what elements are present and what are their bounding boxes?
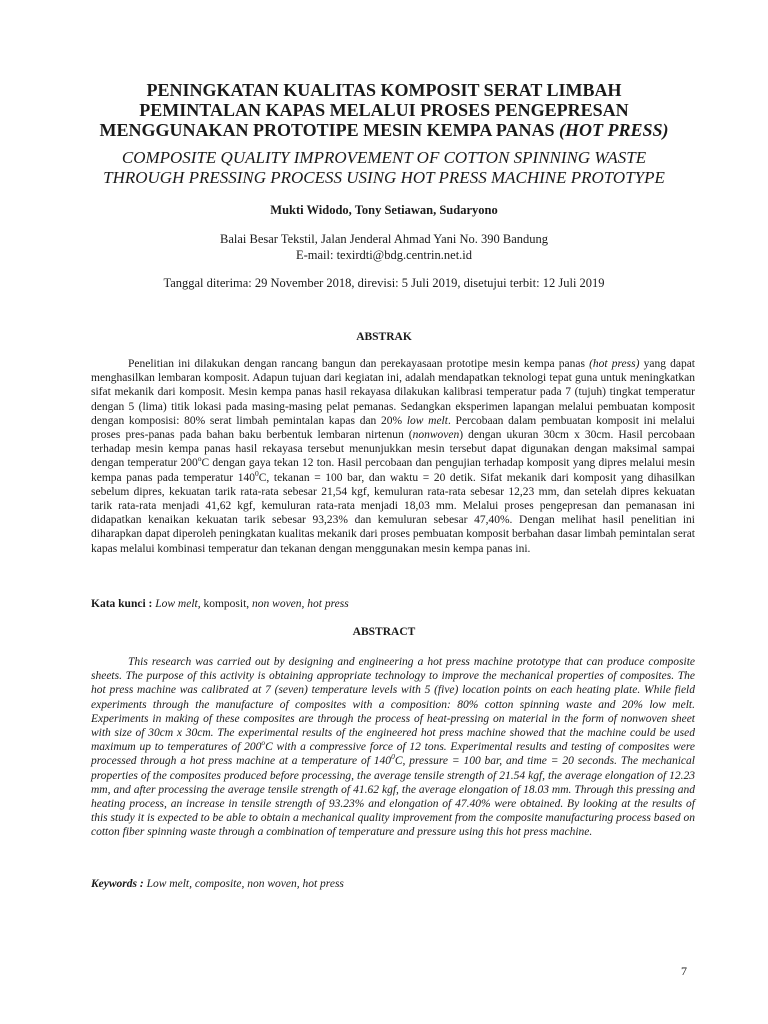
title-line-3-text: MENGGUNAKAN PROTOTIPE MESIN KEMPA PANAS bbox=[99, 120, 555, 140]
english-title-line-1: COMPOSITE QUALITY IMPROVEMENT OF COTTON SPINNING WASTE bbox=[121, 148, 647, 167]
keywords-terms: Low melt, composite, non woven, hot press bbox=[143, 878, 344, 890]
english-title bbox=[60, 148, 708, 187]
submission-dates: Tanggal diterima: 29 November 2018, direvisi: 5 Juli 2019, disetujui terbit: 12 Juli 2019 bbox=[163, 276, 605, 290]
keywords-label: Keywords : bbox=[91, 878, 144, 890]
affiliation bbox=[60, 231, 708, 263]
abstrak-italic-low-melt: low melt bbox=[406, 414, 448, 427]
abstract-text-1: This research was carried out by designing and engineering a hot press machine prototype that can produce composite sheets. The purpose of this activity is obtaining appropriate technology to improve the mechanical properties of composites. The hot press machine was calibrated at 7 (seven) temperature levels with 5 (five) location points on each heating plate. While field experiments through the manufacture of composites with a composition: 80% cotton spinning waste and 20% low melt. Experiments in making of these composites are through the process of heat-pressing on material in the form of nonwoven sheet with size of 30cm x 30cm. The experimental results of the engineered hot press machine showed that the machine could be used maximum up to temperatures of 200 bbox=[91, 656, 695, 754]
kata-kunci-term-1: Low melt, bbox=[152, 598, 201, 610]
keywords bbox=[91, 878, 695, 890]
abstrak-text-1: Penelitian ini dilakukan dengan rancang bangun dan perekayasaan prototipe mesin kempa panas bbox=[128, 358, 590, 370]
abstrak-text-2: yang dapat menghasilkan lembaran komposit. Adapun tujuan dari kegiatan ini, adalah mendapatkan teknologi tepat guna untuk meningkatkan sifat mekanik dari komposit. Mesin kempa panas hasil rekayasa dilakukan kalibrasi temperatur pada 7 (tujuh) tingkat temperatur dengan 5 (lima) titik lokasi pada masing-masing pelat pemanas. Sedangkan eksperimen lapangan melalui pembuatan komposit dengan komposisi: 80% serat limbah pemintalan kapas dan 20% bbox=[91, 358, 695, 427]
kata-kunci-label: Kata kunci : bbox=[91, 598, 153, 610]
abstrak-degree-sup-2: 0 bbox=[254, 468, 259, 478]
title-line-3 bbox=[60, 120, 708, 140]
title-line-1: PENINGKATAN KUALITAS KOMPOSIT SERAT LIMBAH bbox=[146, 80, 622, 100]
affiliation-email: E-mail: texirdti@bdg.centrin.net.id bbox=[295, 248, 473, 262]
abstrak-degree-sup-1: o bbox=[197, 454, 202, 464]
english-title-line-2: THROUGH PRESSING PROCESS USING HOT PRESS MACHINE PROTOTYPE bbox=[103, 167, 665, 187]
authors: Mukti Widodo, Tony Setiawan, Sudaryono bbox=[270, 203, 498, 217]
abstrak-text-6: C, tekanan = 100 bar, dan waktu = 20 detik. Sifat mekanik dari komposit yang dihasilkan sebelum dipres, kekuatan tarik rata-rata sebesar 21,54 kgf, kemuluran rata-rata sebesar 12,23 mm, dan setelah dipres kekuatan tarik rata-rata menjadi 41,62 kgf, kemuluran rata-rata menjadi 18,03 mm. Melalui proses pengepresan dan pemanasan ini didapatkan kenaikan kekuatan tarik sebesar 93,23% dan kemuluran sebesar 47,40%. Dengan melihat hasil penelitian ini diharapkan dapat diperoleh peningkatan kualitas mekanik dari proses pembuatan komposit berbahan dasar limbah pemintalan serat kapas melalui kombinasi temperatur dan tekanan dengan menggunakan mesin kempa panas ini. bbox=[91, 471, 695, 555]
abstrak-text-3: . Percobaan dalam pembuatan komposit ini melalui proses pres-panas pada bahan baku berbentuk lembaran nirtenun ( bbox=[91, 414, 695, 442]
abstrak-body bbox=[91, 357, 695, 556]
abstrak-italic-nonwoven: nonwoven bbox=[412, 429, 460, 442]
abstract-text-2: C with a compressive force of 12 tons. Experimental results and testing of composites were processed through a hot press machine at a temperature of 140 bbox=[91, 741, 695, 768]
title-line-2: PEMINTALAN KAPAS MELALUI PROSES PENGEPRESAN bbox=[139, 100, 629, 120]
abstrak-paragraph bbox=[91, 357, 695, 556]
abstract-heading: ABSTRACT bbox=[352, 626, 416, 638]
kata-kunci-term-2: komposit, bbox=[200, 598, 250, 610]
abstract-degree-sup-2: 0 bbox=[391, 752, 395, 762]
paper-title bbox=[60, 80, 708, 140]
abstrak-italic-hot-press: (hot press) bbox=[589, 358, 640, 370]
abstract-degree-sup-1: o bbox=[261, 738, 266, 748]
abstrak-heading: ABSTRAK bbox=[356, 331, 412, 343]
title-hot-press: (HOT PRESS) bbox=[559, 120, 669, 140]
kata-kunci bbox=[91, 598, 695, 610]
abstrak-text-5: C dengan gaya tekan 12 ton. Hasil percobaan dan pengujian terhadap komposit yang dipres melalui mesin kempa panas pada temperatur 140 bbox=[91, 457, 696, 484]
abstract-body bbox=[91, 655, 695, 840]
affiliation-address: Balai Besar Tekstil, Jalan Jenderal Ahmad Yani No. 390 Bandung bbox=[219, 232, 548, 246]
abstrak-text-4: ) dengan ukuran 30cm x 30cm. Hasil percobaan terhadap mesin kempa panas hasil rekayasa tersebut menunjukkan mesin tersebut dapat digunakan dengan maksimal sampai dengan temperatur 200 bbox=[91, 429, 695, 470]
abstract-paragraph bbox=[91, 655, 695, 840]
abstract-text-3: C, pressure = 100 bar, and time = 20 seconds. The mechanical properties of the composites produced before processing, the average tensile strength of 21.54 kgf, the average elongation of 12.23 mm, and after processing the average tensile strength of 41.62 kgf, the average elongation of 18.03 mm. Through this pressing and heating process, an increase in tensile strength of 93.23% and elongation of 47.40% were obtained. By looking at the results of this study it is expected to be able to obtain a mechanical quality improvement from the composite manufacturing process based on cotton fiber spinning waste through a combination of temperature and pressure using this hot press machine. bbox=[91, 755, 695, 839]
kata-kunci-term-3: non woven, hot press bbox=[249, 598, 349, 610]
page-number: 7 bbox=[681, 964, 687, 978]
